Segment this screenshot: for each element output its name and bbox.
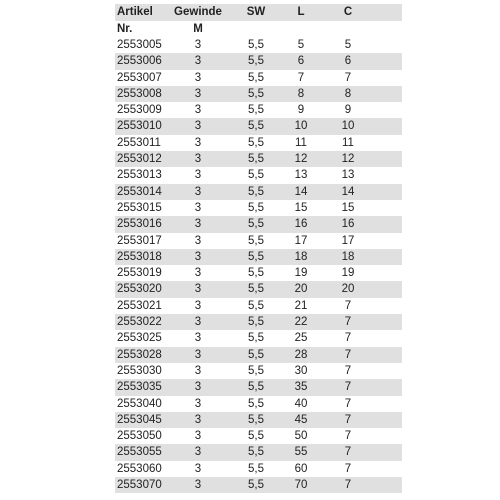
cell-thread: 3 — [194, 87, 202, 100]
cell-article: 2553070 — [117, 479, 162, 492]
cell-c: 7 — [344, 381, 352, 394]
cell-article: 2553025 — [117, 332, 162, 345]
cell-c: 7 — [344, 71, 352, 84]
cell-c: 14 — [341, 185, 355, 198]
cell-l: 25 — [294, 332, 308, 345]
cell-thread: 3 — [194, 462, 202, 475]
cell-c: 7 — [344, 397, 352, 410]
cell-article: 2553009 — [117, 104, 162, 117]
cell-c: 7 — [344, 348, 352, 361]
cell-c: 7 — [344, 462, 352, 475]
cell-l: 50 — [294, 430, 308, 443]
cell-c: 17 — [341, 234, 355, 247]
cell-l: 28 — [294, 348, 308, 361]
cell-thread: 3 — [194, 283, 202, 296]
cell-sw: 5,5 — [248, 87, 264, 100]
cell-thread: 3 — [194, 104, 202, 117]
cell-c: 20 — [341, 283, 355, 296]
cell-thread: 3 — [194, 39, 202, 51]
cell-thread: 3 — [194, 479, 202, 492]
cell-c: 7 — [344, 479, 352, 492]
table-row — [115, 444, 402, 460]
cell-article: 2553006 — [117, 55, 162, 68]
cell-thread: 3 — [194, 71, 202, 84]
cell-thread: 3 — [194, 185, 202, 198]
table-row — [115, 53, 402, 69]
cell-thread: 3 — [194, 332, 202, 345]
table-row — [115, 428, 402, 444]
cell-sw: 5,5 — [248, 332, 264, 345]
cell-c: 13 — [341, 169, 355, 182]
table-row — [115, 167, 402, 183]
cell-sw: 5,5 — [248, 348, 264, 361]
cell-l: 8 — [297, 87, 305, 100]
cell-sw: 5,5 — [248, 413, 264, 426]
cell-article: 2553022 — [117, 316, 162, 329]
table-row — [115, 412, 402, 428]
cell-thread: 3 — [194, 413, 202, 426]
cell-sw: 5,5 — [248, 381, 264, 394]
cell-c: 7 — [344, 430, 352, 443]
cell-l: 15 — [294, 201, 308, 214]
table-row — [115, 135, 402, 151]
table-row — [115, 379, 402, 395]
cell-sw: 5,5 — [248, 316, 264, 329]
table-row — [115, 86, 402, 102]
cell-c: 7 — [344, 364, 352, 377]
cell-sw: 5,5 — [248, 136, 264, 149]
cell-thread: 3 — [194, 234, 202, 247]
cell-article: 2553015 — [117, 201, 162, 214]
table-row — [115, 396, 402, 412]
cell-article: 2553028 — [117, 348, 162, 361]
cell-thread: 3 — [194, 316, 202, 329]
cell-article: 2553013 — [117, 169, 162, 182]
cell-article: 2553010 — [117, 120, 162, 133]
cell-c: 15 — [341, 201, 355, 214]
header-article-sub: Nr. — [117, 23, 133, 35]
cell-l: 6 — [297, 55, 305, 68]
header-thread-sub: M — [193, 23, 203, 35]
cell-thread: 3 — [194, 55, 202, 68]
cell-sw: 5,5 — [248, 39, 264, 51]
cell-l: 11 — [295, 136, 307, 149]
article-table — [115, 4, 402, 493]
cell-l: 45 — [294, 413, 308, 426]
cell-c: 10 — [341, 120, 355, 133]
cell-thread: 3 — [194, 397, 202, 410]
cell-c: 7 — [344, 332, 352, 345]
cell-article: 2553050 — [117, 430, 162, 443]
cell-l: 17 — [294, 234, 308, 247]
cell-article: 2553017 — [117, 234, 162, 247]
cell-c: 7 — [344, 446, 352, 459]
table-row — [115, 461, 402, 477]
cell-c: 8 — [344, 87, 352, 100]
cell-article: 2553011 — [117, 136, 161, 149]
cell-l: 20 — [294, 283, 308, 296]
cell-sw: 5,5 — [248, 234, 264, 247]
cell-l: 19 — [294, 267, 308, 280]
cell-sw: 5,5 — [248, 364, 264, 377]
cell-l: 16 — [294, 218, 308, 231]
table-row — [115, 216, 402, 232]
cell-thread: 3 — [194, 299, 202, 312]
table-subheader-row — [115, 21, 402, 37]
cell-thread: 3 — [194, 364, 202, 377]
cell-article: 2553012 — [117, 153, 162, 166]
cell-l: 5 — [297, 39, 305, 51]
table-row — [115, 184, 402, 200]
cell-thread: 3 — [194, 120, 202, 133]
cell-l: 35 — [294, 381, 308, 394]
table-row — [115, 298, 402, 314]
cell-l: 30 — [294, 364, 308, 377]
cell-l: 40 — [294, 397, 308, 410]
cell-sw: 5,5 — [248, 169, 264, 182]
cell-article: 2553016 — [117, 218, 162, 231]
cell-sw: 5,5 — [248, 446, 264, 459]
cell-l: 12 — [294, 153, 308, 166]
table-row — [115, 314, 402, 330]
cell-sw: 5,5 — [248, 218, 264, 231]
table-row — [115, 281, 402, 297]
cell-c: 18 — [341, 250, 355, 263]
cell-sw: 5,5 — [248, 71, 264, 84]
header-article: Artikel — [117, 6, 153, 18]
table-row — [115, 249, 402, 265]
cell-l: 13 — [294, 169, 308, 182]
table-row — [115, 200, 402, 216]
cell-sw: 5,5 — [248, 479, 264, 492]
cell-thread: 3 — [194, 348, 202, 361]
cell-c: 16 — [341, 218, 355, 231]
cell-l: 60 — [294, 462, 308, 475]
cell-sw: 5,5 — [248, 250, 264, 263]
cell-thread: 3 — [194, 136, 202, 149]
cell-article: 2553019 — [117, 267, 162, 280]
cell-article: 2553018 — [117, 250, 162, 263]
cell-l: 9 — [297, 104, 305, 117]
table-header-row — [115, 4, 402, 21]
cell-article: 2553045 — [117, 413, 162, 426]
cell-sw: 5,5 — [248, 201, 264, 214]
cell-c: 6 — [344, 55, 352, 68]
table-row — [115, 70, 402, 86]
cell-sw: 5,5 — [248, 185, 264, 198]
cell-sw: 5,5 — [248, 283, 264, 296]
cell-l: 70 — [294, 479, 308, 492]
table-row — [115, 477, 402, 493]
cell-thread: 3 — [194, 153, 202, 166]
cell-article: 2553040 — [117, 397, 162, 410]
table-row — [115, 37, 402, 53]
cell-sw: 5,5 — [248, 153, 264, 166]
cell-article: 2553060 — [117, 462, 162, 475]
table-row — [115, 265, 402, 281]
cell-c: 12 — [341, 153, 355, 166]
cell-l: 18 — [294, 250, 308, 263]
cell-c: 19 — [341, 267, 355, 280]
cell-c: 5 — [344, 39, 352, 51]
cell-sw: 5,5 — [248, 104, 264, 117]
cell-l: 14 — [294, 185, 308, 198]
cell-thread: 3 — [194, 201, 202, 214]
cell-article: 2553020 — [117, 283, 162, 296]
cell-c: 7 — [344, 299, 352, 312]
table-body — [115, 37, 402, 493]
cell-c: 9 — [344, 104, 352, 117]
table-row — [115, 363, 402, 379]
cell-sw: 5,5 — [248, 397, 264, 410]
cell-article: 2553030 — [117, 364, 162, 377]
cell-sw: 5,5 — [248, 55, 264, 68]
cell-thread: 3 — [194, 446, 202, 459]
cell-sw: 5,5 — [248, 120, 264, 133]
cell-thread: 3 — [194, 218, 202, 231]
cell-article: 2553008 — [117, 87, 162, 100]
table-row — [115, 102, 402, 118]
cell-article: 2553055 — [117, 446, 162, 459]
table-row — [115, 330, 402, 346]
cell-c: 7 — [344, 413, 352, 426]
cell-thread: 3 — [194, 267, 202, 280]
cell-sw: 5,5 — [248, 462, 264, 475]
table-row — [115, 151, 402, 167]
table-row — [115, 118, 402, 134]
cell-article: 2553035 — [117, 381, 162, 394]
cell-l: 22 — [294, 316, 308, 329]
header-c: C — [343, 6, 353, 18]
cell-article: 2553014 — [117, 185, 162, 198]
cell-l: 10 — [294, 120, 308, 133]
cell-thread: 3 — [194, 250, 202, 263]
cell-thread: 3 — [194, 381, 202, 394]
cell-article: 2553021 — [117, 299, 162, 312]
cell-article: 2553007 — [117, 71, 162, 84]
table-row — [115, 233, 402, 249]
cell-c: 11 — [342, 136, 354, 149]
header-sw: SW — [246, 6, 266, 18]
cell-l: 55 — [294, 446, 308, 459]
cell-thread: 3 — [194, 169, 202, 182]
cell-article: 2553005 — [117, 39, 162, 51]
header-l: L — [297, 6, 305, 18]
cell-sw: 5,5 — [248, 267, 264, 280]
cell-sw: 5,5 — [248, 430, 264, 443]
cell-thread: 3 — [194, 430, 202, 443]
cell-c: 7 — [344, 316, 352, 329]
table-row — [115, 347, 402, 363]
cell-l: 21 — [294, 299, 308, 312]
cell-l: 7 — [297, 71, 305, 84]
header-thread: Gewinde — [174, 6, 222, 18]
cell-sw: 5,5 — [248, 299, 264, 312]
